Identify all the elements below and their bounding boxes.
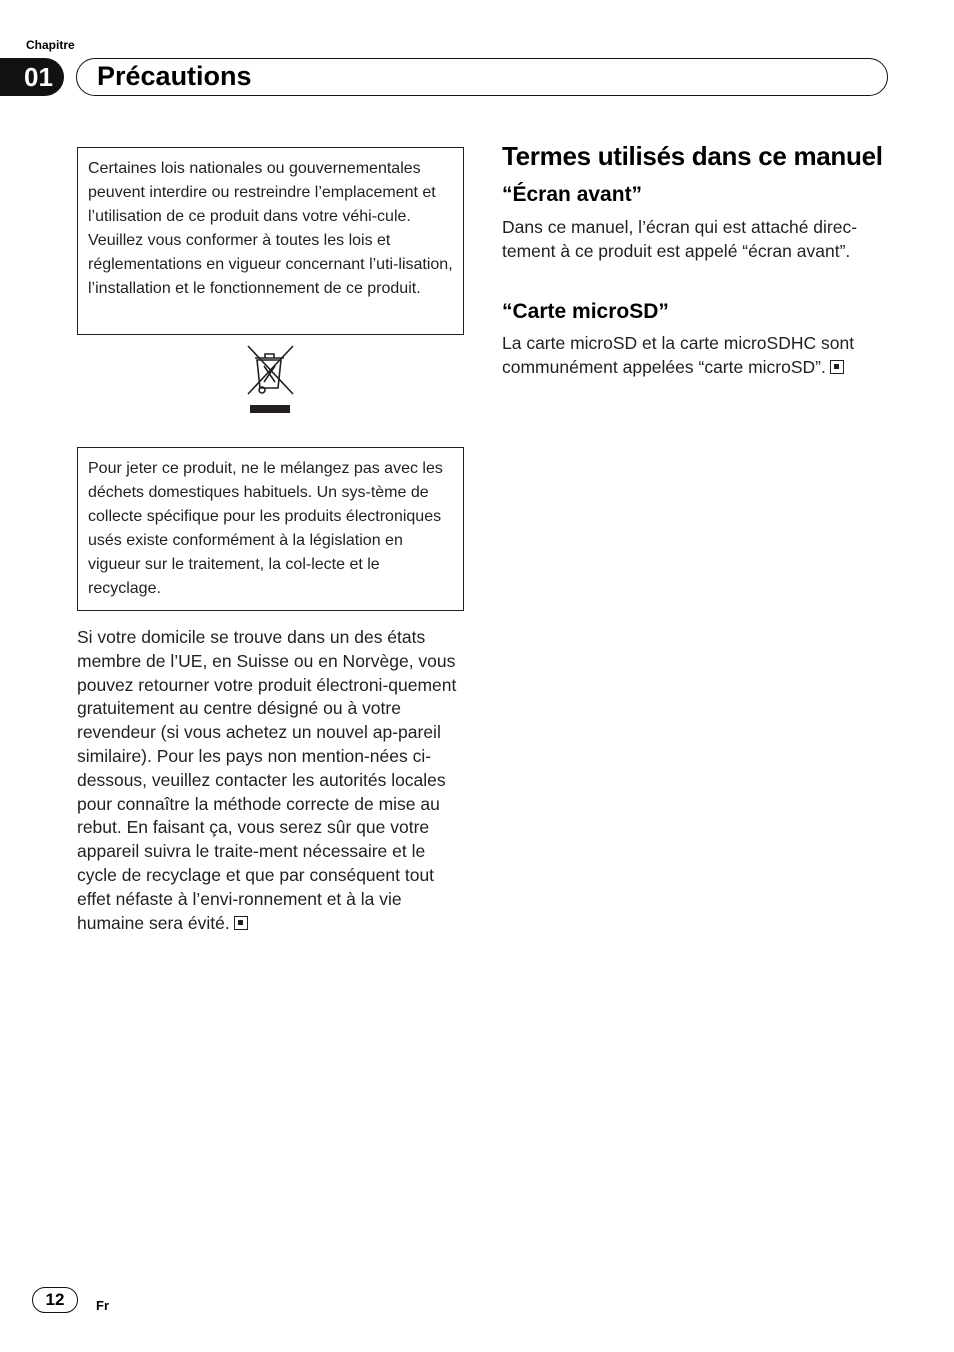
eu-recycling-paragraph [77,626,464,935]
ecran-avant-text: Dans ce manuel, l’écran qui est attaché direc-tement à ce produit est appelé “écran avant”. [502,217,858,261]
eu-recycling-text: Si votre domicile se trouve dans un des états membre de l’UE, en Suisse ou en Norvège, vous pouvez retourner votre produit électroni-quement gratuitement au centre désigné ou à votre revendeur (si vous achetez un nouvel ap-pareil similaire). Pour les pays non mention-nées ci-dessous, veuillez contacter les autorités locales pour connaître la méthode correcte de mise au rebut. En faisant ça, vous serez sûr que votre appareil suivra le traite-ment nécessaire et le cycle de recyclage et que par conséquent tout effet néfaste à l’envi-ronnement et à la vie humaine sera évité. [77,627,457,933]
ecran-avant-paragraph [502,216,892,264]
page-language: Fr [96,1298,109,1313]
chapter-number-tab: 01 [0,58,64,96]
chapter-title-bar [76,58,888,96]
disposal-notice-box [77,447,464,611]
chapter-title: Précautions [97,61,252,91]
page-number: 12 [32,1287,78,1313]
carte-microsd-text: La carte microSD et la carte microSDHC sont communément appelées “carte microSD”. [502,333,855,377]
section-heading: Termes utilisés dans ce manuel [502,141,883,171]
end-of-section-icon [234,916,248,930]
chapter-label: Chapitre [26,38,75,52]
subheading-ecran-avant: “Écran avant” [502,183,643,206]
crossed-out-wheelie-bin-icon [240,344,300,418]
carte-microsd-paragraph [502,332,892,380]
disposal-notice-text: Pour jeter ce produit, ne le mélangez pas avec les déchets domestiques habituels. Un sys-tème de collecte spécifique pour les produits électroniques usés existe conformément à la législation en vigueur sur le traitement, la col-lecte et le recyclage. [88,460,443,597]
end-of-section-icon [830,360,844,374]
legal-notice-box [77,147,464,335]
legal-notice-text: Certaines lois nationales ou gouvernementales peuvent interdire ou restreindre l’emplacement et l’utilisation de ce produit dans votre véhi-cule. Veuillez vous conformer à toutes les lois et réglementations en vigueur concernant l’uti-lisation, l’installation et le fonctionnement de ce produit. [88,160,453,297]
subheading-carte-microsd: “Carte microSD” [502,300,669,323]
